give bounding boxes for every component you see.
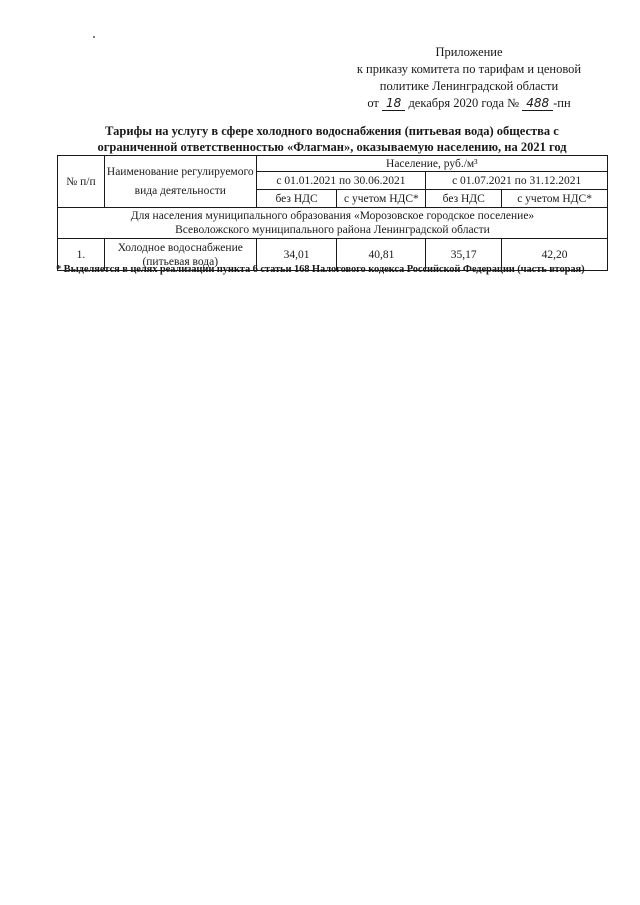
date-suffix: -пн	[553, 96, 571, 110]
footnote: * Выделяется в целях реализации пункта 6 статьи 168 Налогового кодекса Российской Федерации (часть вторая)	[56, 264, 585, 275]
handwritten-order-number: 488	[522, 97, 553, 111]
title-line-1: Тарифы на услугу в сфере холодного водоснабжения (питьевая вода) общества с	[105, 124, 559, 138]
header-p1-no-vat: без НДС	[256, 190, 337, 208]
cell-p1-no-vat: 34,01	[256, 239, 337, 271]
appendix-committee: политике Ленинградской области	[379, 79, 559, 93]
cell-p2-no-vat: 35,17	[426, 239, 502, 271]
row-name-line-2: (питьевая вода)	[142, 255, 219, 268]
header-num: № п/п	[58, 156, 105, 208]
cell-p1-with-vat: 40,81	[337, 239, 426, 271]
header-period-2: с 01.07.2021 по 31.12.2021	[426, 172, 608, 190]
date-middle: декабря 2020 года №	[408, 96, 520, 110]
header-p2-with-vat: с учетом НДС*	[502, 190, 608, 208]
document-title	[52, 123, 612, 155]
appendix-header	[330, 44, 608, 112]
group-row	[58, 208, 608, 239]
cell-p2-with-vat: 42,20	[502, 239, 608, 271]
group-line-2: Всеволожского муниципального района Ленинградской области	[175, 224, 490, 236]
row-num: 1.	[58, 239, 105, 271]
group-line-1: Для населения муниципального образования «Морозовское городское поселение»	[130, 210, 535, 222]
tariff-table	[57, 155, 608, 271]
header-period-1: с 01.01.2021 по 30.06.2021	[256, 172, 426, 190]
row-name-line-1: Холодное водоснабжение	[117, 241, 243, 254]
handwritten-day: 18	[382, 97, 405, 111]
scan-speck	[93, 36, 95, 38]
header-p2-no-vat: без НДС	[426, 190, 502, 208]
title-line-2: ограниченной ответственностью «Флагман», оказываемую населению, на 2021 год	[97, 140, 567, 154]
header-p1-with-vat: с учетом НДС*	[337, 190, 426, 208]
header-population: Население, руб./м³	[256, 156, 607, 172]
header-activity-name: Наименование регулируемого вида деятельности	[104, 156, 256, 208]
appendix-order-ref: к приказу комитета по тарифам и ценовой	[356, 62, 582, 76]
date-prefix: от	[367, 96, 379, 110]
appendix-date-line	[330, 95, 608, 112]
appendix-title: Приложение	[435, 45, 503, 59]
